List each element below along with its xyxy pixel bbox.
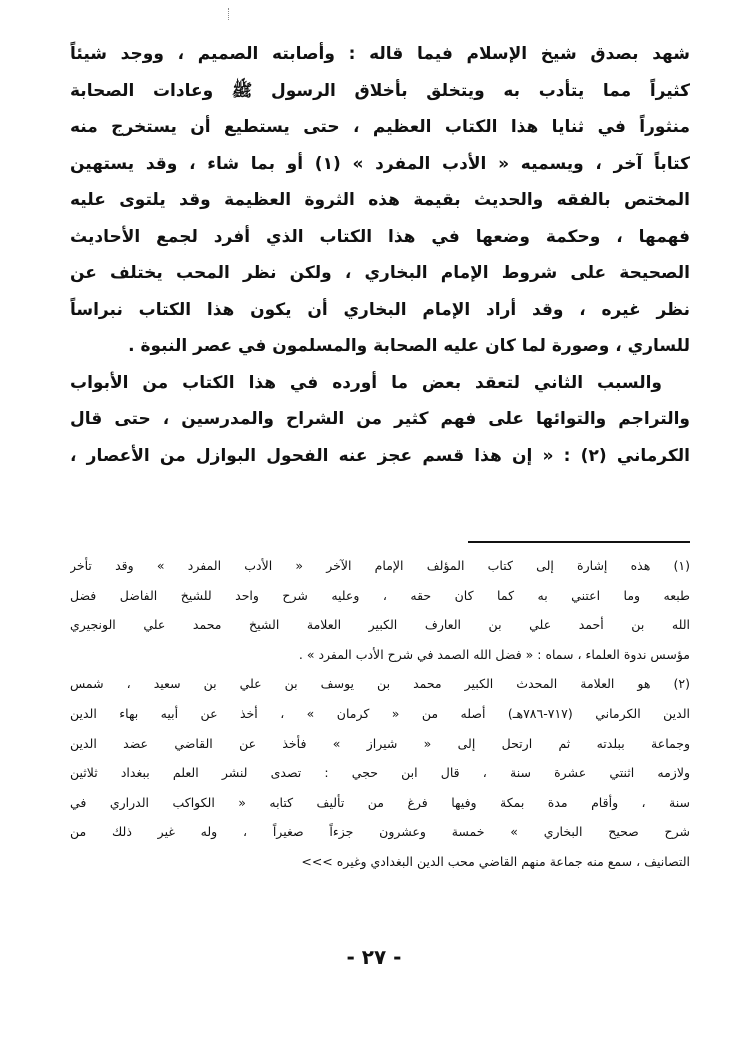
footnote-line-1: (١) هذه إشارة إلى كتاب المؤلف الإمام الآخر « الأدب المفرد » وقد تأخر — [70, 558, 690, 573]
main-text-line-9: للساري ، وصورة لما كان عليه الصحابة والمسلمون في عصر النبوة . — [128, 336, 690, 356]
scan-speck — [228, 8, 231, 20]
footnote-divider — [468, 541, 690, 543]
main-text-line-10: والسبب الثاني لتعقد بعض ما أورده في هذا الكتاب من الأبواب — [70, 372, 662, 393]
footnote-line-11: التصانيف ، سمع منه جماعة منهم القاضي محب الدين البغدادي وغيره >>> — [301, 853, 690, 869]
main-text-line-12: الكرماني (٢) : « إن هذا قسم عجز عنه الفحول البوازل من الأعصار ، — [70, 445, 690, 466]
main-text-line-7: الصحيحة على شروط الإمام البخاري ، ولكن نظر المحب يختلف عن — [70, 263, 690, 283]
footnote-line-3: الله بن أحمد علي بن العارف الكبير العلامة الشيخ محمد علي الونجيري — [70, 617, 690, 633]
footnote-line-4: مؤسس ندوة العلماء ، سماه : « فضل الله الصمد في شرح الأدب المفرد » . — [298, 646, 690, 662]
main-text-line-11: والتراجم والتوائها على فهم كثير من الشراح والمدرسين ، حتى قال — [70, 409, 690, 429]
main-text-line-3: منثوراً في ثنايا هذا الكتاب العظيم ، حتى يستطيع أن يستخرج منه — [70, 117, 690, 137]
footnote-line-9: سنة ، وأقام مدة بمكة وفيها فرغ من تأليف كتابه « الكواكب الدراري في — [70, 794, 690, 810]
main-text-line-6: فهمها ، وحكمة وضعها في هذا الكتاب الذي أفرد لجمع الأحاديث — [70, 226, 690, 247]
footnote-line-7: وجماعة ببلدته ثم ارتحل إلى « شيراز » فأخذ عن القاضي عضد الدين — [70, 735, 690, 751]
footnotes-block — [70, 551, 690, 877]
footnote-line-10: شرح صحيح البخاري » خمسة وعشرون جزءاً صغيراً ، وله غير ذلك من — [70, 824, 690, 840]
main-text-line-4: كتاباً آخر ، ويسميه « الأدب المفرد » (١) أو بما شاء ، وقد يستهين — [70, 153, 690, 174]
footnote-line-5: (٢) هو العلامة المحدث الكبير محمد بن يوسف بن علي بن سعيد ، شمس — [70, 676, 690, 692]
page-number: - ٢٧ - — [346, 945, 402, 969]
footnote-line-2: طبعه وما اعتني به كما كان حقه ، وعليه شرح واحد للشيخ الفاضل فضل — [70, 587, 690, 603]
main-text-line-1: شهد بصدق شيخ الإسلام فيما قاله : وأصابته الصميم ، ووجد شيئاً — [70, 44, 690, 64]
main-text-line-2: كثيراً مما يتأدب به ويتخلق بأخلاق الرسول ﷺ وعادات الصحابة — [70, 80, 690, 101]
main-text-block — [70, 36, 690, 474]
main-text-line-8: نظر غيره ، وقد أراد الإمام البخاري أن يكون هذا الكتاب نبراساً — [70, 299, 690, 320]
main-text-line-5: المختص بالفقه والحديث بقيمة هذه الثروة العظيمة وقد يلتوى عليه — [70, 190, 690, 210]
footnote-line-6: الدين الكرماني (٧١٧-٧٨٦هـ) أصله من « كرمان » ، أخذ عن أبيه بهاء الدين — [70, 705, 690, 721]
footnote-line-8: ولازمه اثنتي عشرة سنة ، قال ابن حجي : تصدى لنشر العلم ببغداد ثلاثين — [70, 765, 690, 781]
